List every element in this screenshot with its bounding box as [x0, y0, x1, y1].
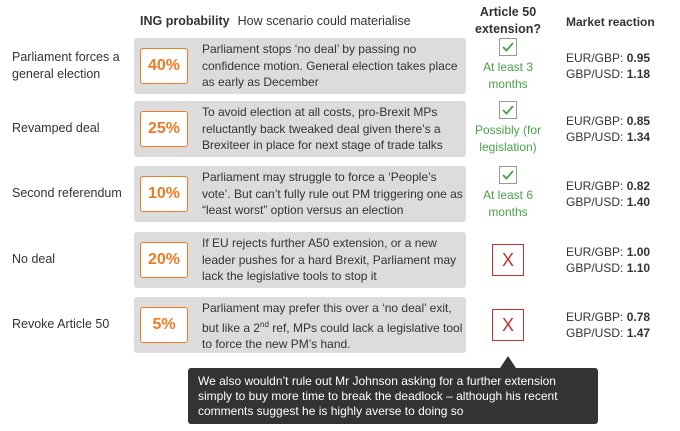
scenario-row — [0, 101, 680, 157]
extension-cell — [468, 38, 548, 93]
extension-text: At least 3 months — [482, 60, 534, 91]
gbpusd-label: GBP/USD: — [566, 130, 624, 144]
eurgbp-value: 0.82 — [626, 179, 651, 193]
eurgbp-value: 1.00 — [626, 245, 651, 259]
cross-icon: X — [492, 309, 524, 341]
eurgbp-value: 0.85 — [626, 114, 651, 128]
eurgbp-value: 0.78 — [626, 310, 651, 324]
article50-header-line2: extension? — [475, 22, 541, 36]
eurgbp-label: EUR/GBP: — [566, 245, 624, 259]
ing-probability-header — [140, 14, 411, 28]
eurgbp-line — [566, 178, 650, 194]
eurgbp-line — [566, 113, 650, 129]
eurgbp-label: EUR/GBP: — [566, 51, 624, 65]
gbpusd-line — [566, 260, 650, 276]
eurgbp-label: EUR/GBP: — [566, 114, 624, 128]
check-icon — [499, 101, 517, 119]
scenario-description — [202, 300, 464, 353]
description-part2: ref, MPs could lack a legislative tool to force the new PM’s hand. — [202, 320, 463, 351]
extension-cell — [468, 309, 548, 341]
gbpusd-label: GBP/USD: — [566, 195, 624, 209]
eurgbp-line — [566, 309, 650, 325]
check-icon — [499, 38, 517, 56]
extension-text: At least 6 months — [482, 188, 534, 219]
gbpusd-value: 1.34 — [626, 130, 651, 144]
scenario-description: Parliament may struggle to force a ‘People’s vote’. But can’t fully rule out PM triggering one as “least worst” option versus an election — [202, 170, 463, 217]
probability-badge: 10% — [140, 176, 188, 212]
scenario-label: Second referendum — [12, 186, 122, 200]
market-reaction-header: Market reaction — [566, 15, 655, 29]
check-icon — [499, 166, 517, 184]
scenario-row — [0, 38, 680, 94]
gbpusd-label: GBP/USD: — [566, 261, 624, 275]
scenario-card — [134, 38, 466, 94]
scenario-description: To avoid election at all costs, pro-Brexit MPs reluctantly back tweaked deal given there’s a Brexiteer in place for next stage of trade talks — [202, 105, 443, 152]
gbpusd-value: 1.40 — [626, 195, 651, 209]
gbpusd-line — [566, 129, 650, 145]
market-reaction — [566, 178, 650, 210]
probability-badge: 25% — [140, 111, 188, 147]
eurgbp-label: EUR/GBP: — [566, 179, 624, 193]
scenario-subtitle: How scenario could materialise — [237, 14, 411, 28]
gbpusd-value: 1.47 — [626, 326, 651, 340]
article50-header-line1: Article 50 — [479, 5, 537, 19]
scenario-card — [134, 232, 466, 288]
gbpusd-line — [566, 66, 650, 82]
scenario-row — [0, 166, 680, 222]
description-superscript: nd — [260, 319, 269, 329]
callout-note: We also wouldn’t rule out Mr Johnson asking for a further extension simply to buy more time to break the deadlock – although his recent comments suggest he is highly averse to doing so — [188, 368, 598, 424]
scenario-card — [134, 297, 466, 353]
scenario-card — [134, 101, 466, 157]
eurgbp-value: 0.95 — [626, 51, 651, 65]
market-reaction — [566, 244, 650, 276]
scenario-label: Revoke Article 50 — [12, 317, 110, 331]
probability-badge: 5% — [140, 307, 188, 343]
description-part1: Parliament may prefer this over a ‘no deal’ exit, but like a 2 — [202, 301, 452, 335]
gbpusd-line — [566, 325, 650, 341]
callout-pointer — [500, 356, 516, 368]
extension-cell — [468, 101, 548, 156]
gbpusd-value: 1.10 — [626, 261, 651, 275]
probability-badge: 20% — [140, 242, 188, 278]
scenario-row — [0, 232, 680, 288]
gbpusd-value: 1.18 — [626, 67, 651, 81]
scenario-row — [0, 297, 680, 353]
probability-badge: 40% — [140, 48, 188, 84]
market-reaction — [566, 113, 650, 145]
eurgbp-line — [566, 50, 650, 66]
market-reaction — [566, 50, 650, 82]
article50-header — [468, 4, 548, 38]
scenario-label: Parliament forces a general election — [12, 50, 120, 81]
gbpusd-line — [566, 194, 650, 210]
gbpusd-label: GBP/USD: — [566, 67, 624, 81]
eurgbp-line — [566, 244, 650, 260]
extension-cell — [468, 244, 548, 276]
scenario-label: No deal — [12, 252, 56, 266]
scenario-card — [134, 166, 466, 222]
eurgbp-label: EUR/GBP: — [566, 310, 624, 324]
cross-icon: X — [492, 244, 524, 276]
ing-probability-title: ING probability — [140, 14, 230, 28]
extension-text: Possibly (for legislation) — [474, 123, 542, 154]
market-reaction — [566, 309, 650, 341]
scenario-label: Revamped deal — [12, 121, 100, 135]
extension-cell — [468, 166, 548, 221]
gbpusd-label: GBP/USD: — [566, 326, 624, 340]
scenario-description: Parliament stops ‘no deal’ by passing no confidence motion. General election takes place as early as December — [202, 42, 458, 89]
scenario-description: If EU rejects further A50 extension, or a new leader pushes for a hard Brexit, Parliament may lack the legislative tools to stop it — [202, 236, 457, 283]
